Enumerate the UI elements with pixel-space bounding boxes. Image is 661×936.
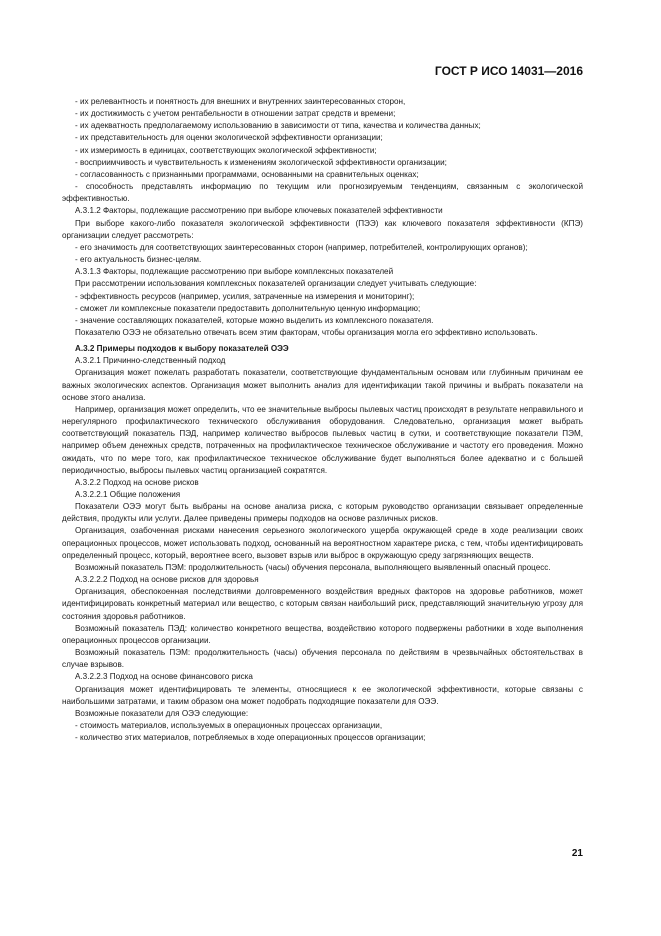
paragraph: Организация может пожелать разработать показатели, соответствующие фундаментальным основам или глубинным причинам ее важных экологических аспектов. Организация может выполнить анализ для идентификации такой причины и выбрать показатели на основе этого анализа. xyxy=(62,368,583,402)
subsection-heading-a312: А.3.1.2 Факторы, подлежащие рассмотрению при выборе ключевых показателей эффективности xyxy=(75,206,443,216)
subsection-heading-a321: А.3.2.1 Причинно-следственный подход xyxy=(75,356,226,366)
bullet-measurability: - их измеримость в единицах, соответствующих экологической эффективности; xyxy=(75,145,377,155)
paragraph: Например, организация может определить, что ее значительные выбросы пылевых частиц происходят в результате неправильного и нерегулярного профилактического технического обслуживания оборудования. Следовательно, организация может выбрать соответствующий показатель ПЭД, например количество выбросов пылевых частиц в сутки, и соответствующие показатели ПЭМ, например объем денежных средств, потраченных на профилактическое техническое обслуживание и частоту его проведения. Можно ожидать, что по мере того, как профилактическое техническое обслуживание будет выполняться более адекватно и с большей периодичностью, выбросы пылевых частиц организацией сократятся. xyxy=(62,404,583,475)
subsection-heading-a313: А.3.1.3 Факторы, подлежащие рассмотрению при выборе комплексных показателей xyxy=(75,267,394,277)
bullet-sensitivity: - восприимчивость и чувствительность к изменениям экологической эффективности организации; xyxy=(75,157,447,167)
paragraph: Показатели ОЭЭ могут быть выбраны на основе анализа риска, с которым руководство организации связывает определенные действия, продукты или услуги. Далее приведены примеры подходов на основе различных рисков. xyxy=(62,502,583,524)
bullet-resource-efficiency: - эффективность ресурсов (например, усилия, затраченные на измерения и мониторинг); xyxy=(75,291,415,301)
paragraph: Возможный показатель ПЭМ: продолжительность (часы) обучения персонала, выполняющего выявленный опасный процесс. xyxy=(75,562,551,572)
bullet-material-cost: - стоимость материалов, используемых в операционных процессах организации, xyxy=(75,720,383,730)
paragraph: При рассмотрении использования комплексных показателей организации следует учитывать следующие: xyxy=(75,279,477,289)
subsection-heading-a322: А.3.2.2 Подход на основе рисков xyxy=(75,477,199,487)
paragraph: При выборе какого-либо показателя экологической эффективности (ПЭЭ) как ключевого показателя эффективности (КПЭ) организации следует рассмотреть: xyxy=(62,218,583,240)
subsection-heading-a3222: А.3.2.2.2 Подход на основе рисков для здоровья xyxy=(75,575,259,585)
bullet-achievability: - их достижимость с учетом рентабельности в отношении затрат средств и времени; xyxy=(75,109,396,119)
paragraph: Организация, обеспокоенная последствиями долговременного воздействия вредных факторов на здоровье работников, может идентифицировать конкретный материал или вещество, с которым связан наибольший риск, представляющий значительную угрозу для состояния здоровья работников. xyxy=(62,587,583,621)
bullet-representativeness: - их представительность для оценки экологической эффективности организации; xyxy=(75,133,383,143)
bullet-relevance: - их релевантность и понятность для внешних и внутренних заинтересованных сторон, xyxy=(75,97,406,106)
bullet-significance: - его значимость для соответствующих заинтересованных сторон (например, потребителей, контролирующих органов); xyxy=(75,242,528,252)
page-number: 21 xyxy=(571,848,583,859)
paragraph: Организация, озабоченная рисками нанесения серьезного экологического ущерба окружающей среде в ходе реализации своих операционных процессов, может использовать подход, основанный на вероятностном характере риска, с тем, чтобы идентифицировать определенный процесс, который, вероятнее всего, вызовет взрыв или выброс в окружающую среду загрязняющих веществ. xyxy=(62,526,583,560)
paragraph: Возможный показатель ПЭМ: продолжительность (часы) обучения персонала по действиям в чрезвычайных обстоятельствах в случае взрывов. xyxy=(62,648,583,670)
bullet-relevance-business: - его актуальность бизнес-целям. xyxy=(75,255,202,265)
paragraph: Показателю ОЭЭ не обязательно отвечать всем этим факторам, чтобы организация могла его эффективно использовать. xyxy=(75,327,538,337)
document-body xyxy=(62,96,583,744)
document-header: ГОСТ Р ИСО 14031—2016 xyxy=(434,64,583,78)
subsection-heading-a3223: А.3.2.2.3 Подход на основе финансового риска xyxy=(75,672,253,682)
paragraph: Возможные показатели для ОЭЭ следующие: xyxy=(75,708,249,718)
section-heading-a32: А.3.2 Примеры подходов к выбору показателей ОЭЭ xyxy=(75,344,289,354)
bullet-adequacy: - их адекватность предполагаемому использованию в зависимости от типа, качества и количества данных; xyxy=(75,121,481,131)
bullet-trends: - способность представлять информацию по текущим или прогнозируемым тенденциям, связанным с экологической эффективностью. xyxy=(62,182,583,204)
bullet-consistency: - согласованность с признанными программами, основанными на сравнительных оценках; xyxy=(75,169,419,179)
paragraph: Возможный показатель ПЭД: количество конкретного вещества, воздействию которого подвержены работники в ходе выполнения операционных процессов организации. xyxy=(62,623,583,645)
bullet-material-quantity: - количество этих материалов, потребляемых в ходе операционных процессов организации; xyxy=(75,733,426,743)
paragraph: Организация может идентифицировать те элементы, относящиеся к ее экологической эффективности, которые связаны с наибольшими затратами, и таким образом она может подобрать подходящие показатели для ОЭЭ. xyxy=(62,684,583,706)
bullet-added-value: - сможет ли комплексные показатели предоставить дополнительную ценную информацию; xyxy=(75,303,421,313)
bullet-component-value: - значение составляющих показателей, которые можно выделить из комплексного показателя. xyxy=(75,315,434,325)
subsection-heading-a3221: А.3.2.2.1 Общие положения xyxy=(75,490,181,499)
